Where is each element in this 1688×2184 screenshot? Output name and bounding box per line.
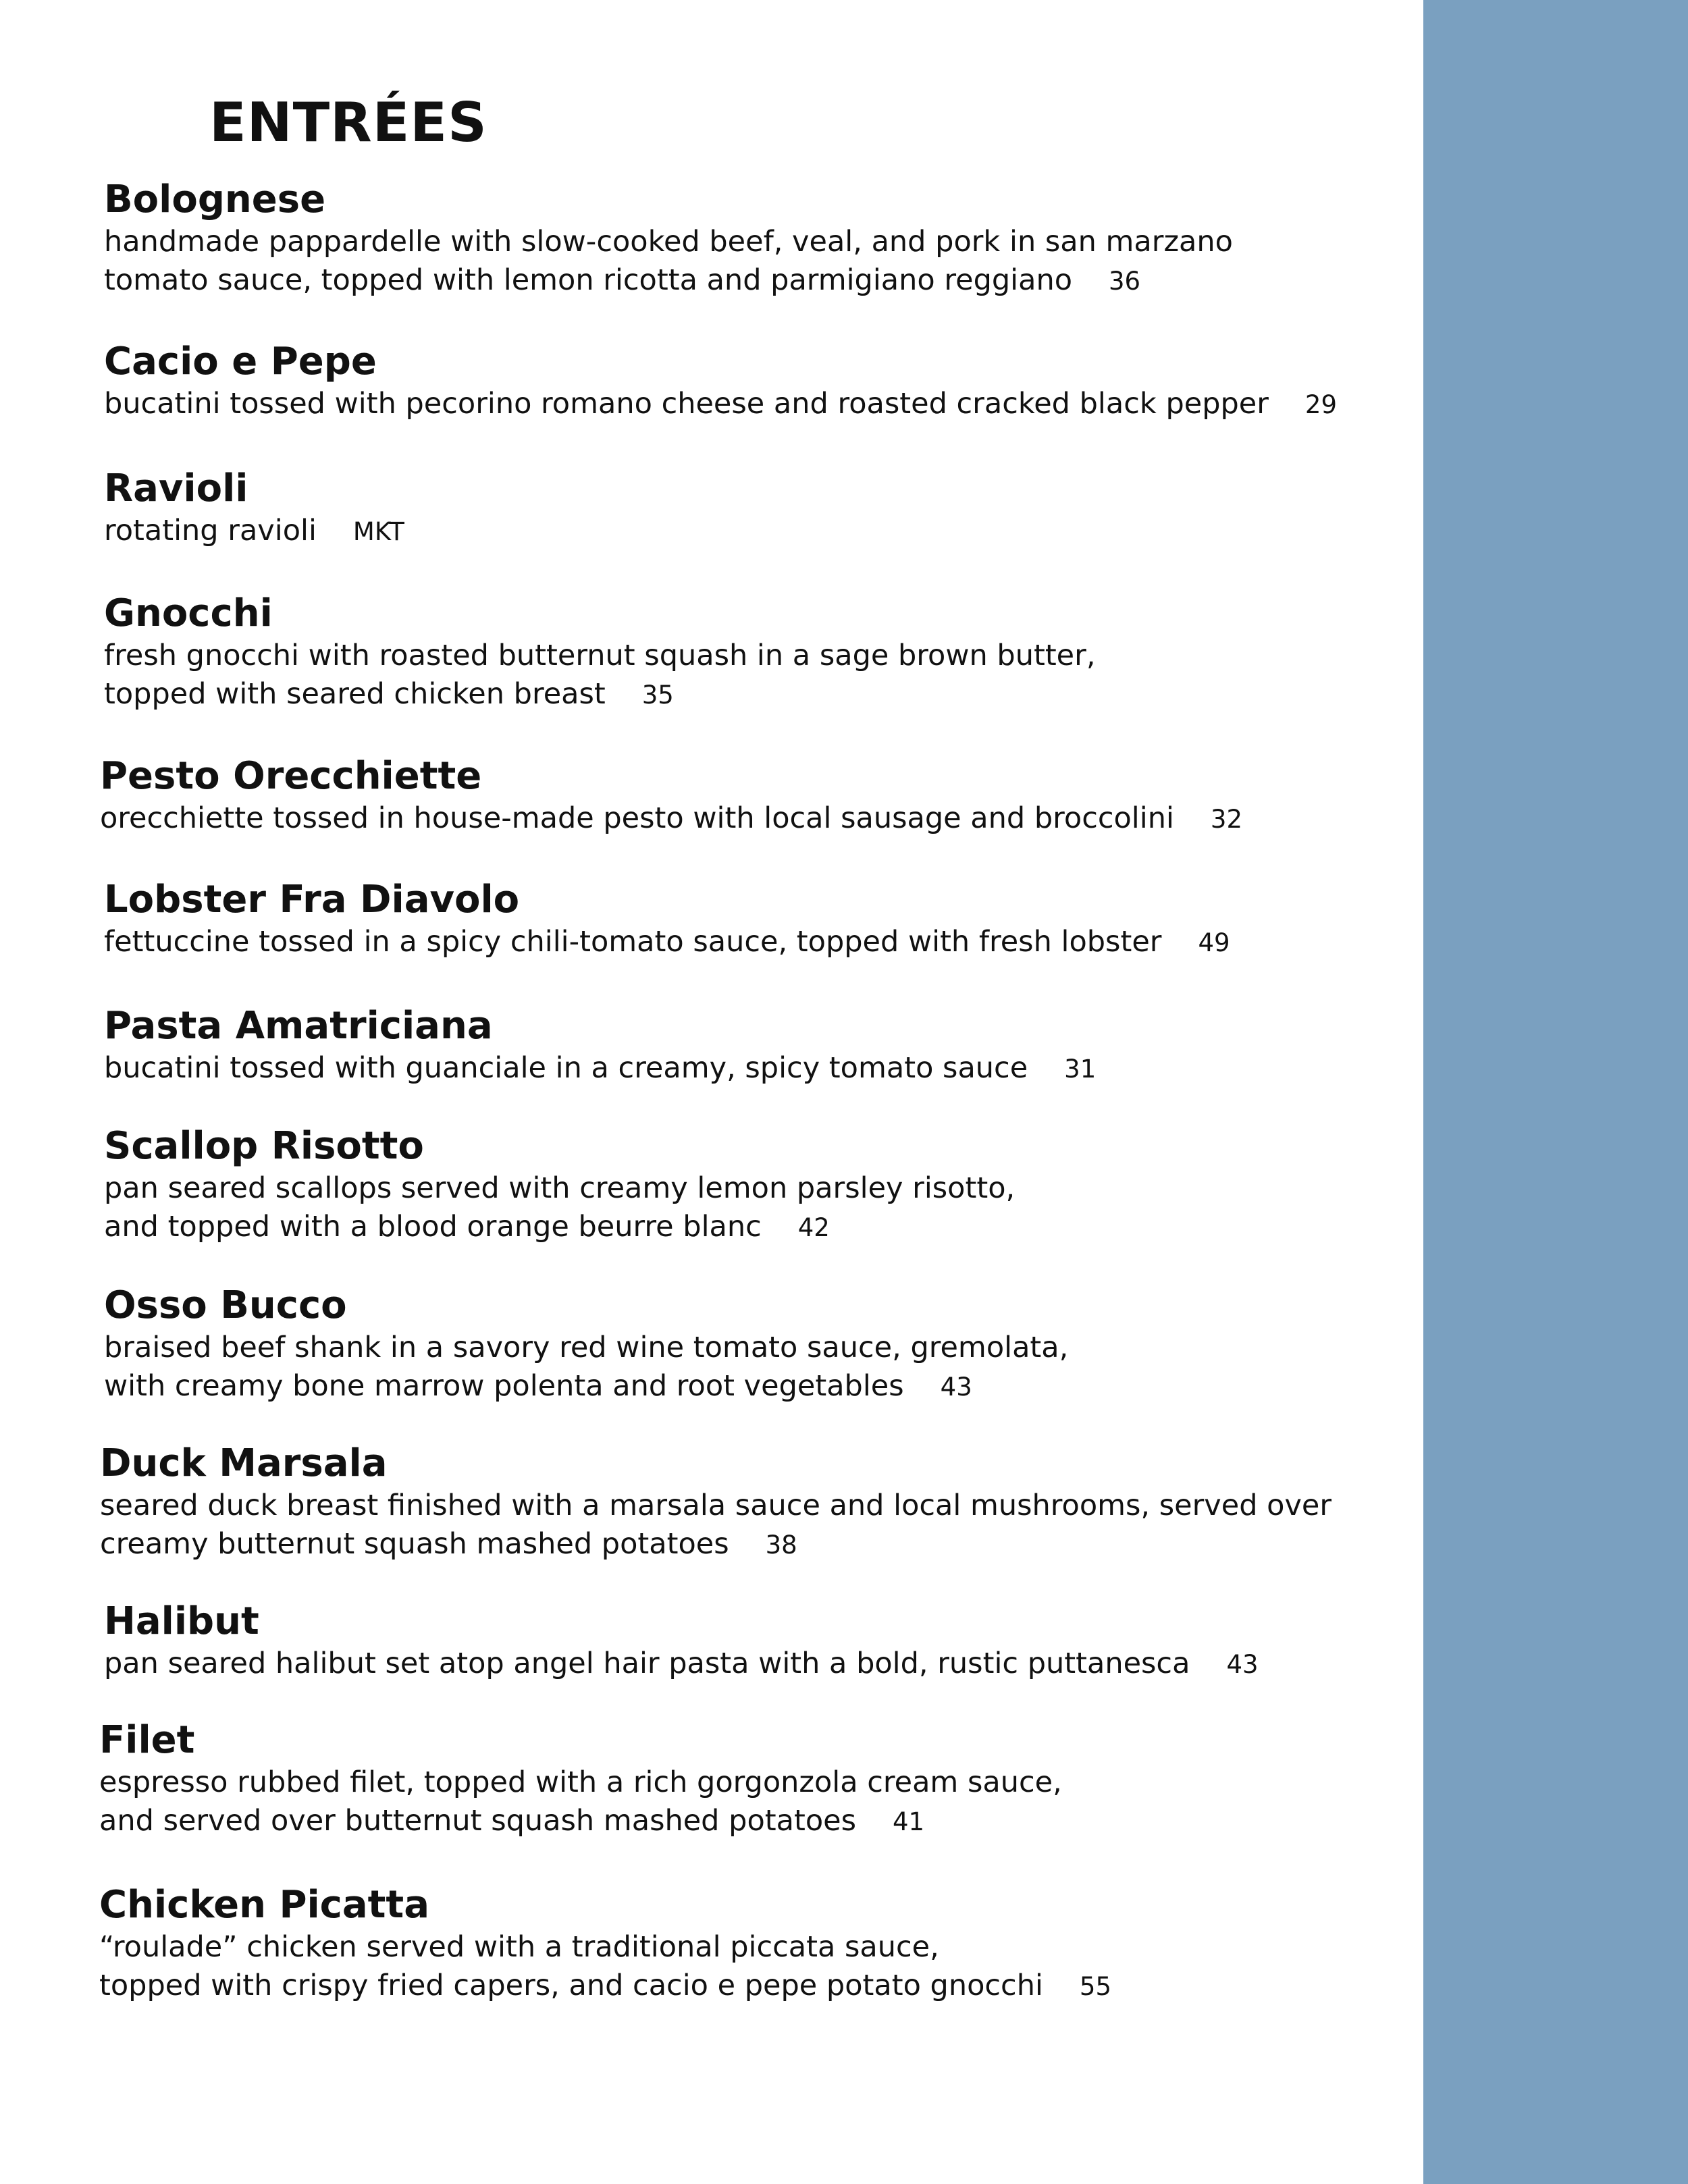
item-name: Ravioli xyxy=(104,467,248,510)
menu-item xyxy=(99,1882,1111,2006)
menu-item xyxy=(104,1123,1015,1247)
item-description-line: and served over butternut squash mashed potatoes xyxy=(99,1804,856,1838)
item-price: 31 xyxy=(1064,1055,1097,1084)
item-description-line: fresh gnocchi with roasted butternut squash in a sage brown butter, xyxy=(104,639,1096,672)
menu-item xyxy=(104,591,1096,714)
item-description xyxy=(99,1763,1062,1841)
item-name: Duck Marsala xyxy=(100,1441,388,1485)
menu-item xyxy=(100,753,1242,838)
menu-item xyxy=(104,877,1230,962)
item-price: 32 xyxy=(1210,805,1242,834)
item-description xyxy=(104,923,1230,962)
item-description-line: handmade pappardelle with slow-cooked beef, veal, and pork in san marzano xyxy=(104,225,1233,259)
item-name: Bolognese xyxy=(104,178,326,221)
menu-item xyxy=(104,466,404,551)
item-description-line: pan seared halibut set atop angel hair pasta with a bold, rustic puttanesca xyxy=(104,1647,1190,1680)
menu-item xyxy=(104,177,1233,300)
menu-item xyxy=(100,1441,1331,1564)
item-description xyxy=(100,1487,1331,1564)
item-name: Pasta Amatriciana xyxy=(104,1004,493,1048)
item-name: Filet xyxy=(99,1718,195,1762)
item-description-line: braised beef shank in a savory red wine tomato sauce, gremolata, xyxy=(104,1331,1069,1364)
item-description-line: fettuccine tossed in a spicy chili-tomato sauce, topped with fresh lobster xyxy=(104,925,1162,959)
item-description xyxy=(104,637,1096,714)
item-description xyxy=(104,1169,1015,1247)
item-name: Scallop Risotto xyxy=(104,1124,424,1168)
item-price: 43 xyxy=(940,1373,972,1402)
item-description-line: with creamy bone marrow polenta and root vegetables xyxy=(104,1369,904,1403)
menu-item xyxy=(104,339,1337,424)
item-price: 36 xyxy=(1109,267,1141,296)
item-name: Lobster Fra Diavolo xyxy=(104,878,520,922)
item-name: Pesto Orecchiette xyxy=(100,754,482,798)
item-price: 38 xyxy=(765,1530,797,1560)
item-description-line: tomato sauce, topped with lemon ricotta and parmigiano reggiano xyxy=(104,263,1073,297)
item-description xyxy=(104,512,404,551)
item-description-line: orecchiette tossed in house-made pesto with local sausage and broccolini xyxy=(100,801,1174,835)
item-description xyxy=(104,1329,1068,1406)
item-description xyxy=(104,385,1337,424)
item-description xyxy=(104,1049,1096,1088)
item-description-line: creamy butternut squash mashed potatoes xyxy=(100,1527,729,1561)
item-description xyxy=(104,223,1233,300)
item-price: 41 xyxy=(892,1807,925,1836)
menu-item xyxy=(99,1717,1062,1841)
item-name: Chicken Picatta xyxy=(99,1883,429,1927)
item-description xyxy=(104,1645,1259,1684)
item-description-line: pan seared scallops served with creamy lemon parsley risotto, xyxy=(104,1171,1016,1205)
item-price: 55 xyxy=(1079,1972,1111,2001)
item-price: 49 xyxy=(1198,928,1230,957)
item-price: MKT xyxy=(352,517,404,546)
item-price: 29 xyxy=(1304,390,1338,419)
item-description-line: topped with crispy fried capers, and cacio e pepe potato gnocchi xyxy=(99,1969,1043,2002)
menu-item xyxy=(104,1283,1068,1406)
side-color-band xyxy=(1423,0,1688,2184)
item-price: 42 xyxy=(797,1213,830,1242)
page-title: ENTRÉES xyxy=(209,91,487,154)
item-name: Cacio e Pepe xyxy=(104,340,377,383)
item-price: 43 xyxy=(1226,1650,1259,1679)
item-description xyxy=(100,799,1242,838)
item-description-line: and topped with a blood orange beurre blanc xyxy=(104,1210,762,1244)
item-description-line: seared duck breast finished with a marsala sauce and local mushrooms, served over xyxy=(100,1489,1332,1522)
item-description-line: “roulade” chicken served with a traditional piccata sauce, xyxy=(99,1930,939,1964)
item-name: Halibut xyxy=(104,1599,259,1643)
item-name: Gnocchi xyxy=(104,591,273,635)
item-name: Osso Bucco xyxy=(104,1283,347,1327)
item-price: 35 xyxy=(641,681,674,710)
item-description xyxy=(99,1928,1111,2006)
item-description-line: espresso rubbed filet, topped with a rich gorgonzola cream sauce, xyxy=(99,1765,1062,1799)
item-description-line: topped with seared chicken breast xyxy=(104,677,606,711)
item-description-line: bucatini tossed with guanciale in a creamy, spicy tomato sauce xyxy=(104,1051,1028,1085)
item-description-line: rotating ravioli xyxy=(104,514,317,548)
menu-item xyxy=(104,1003,1096,1088)
item-description-line: bucatini tossed with pecorino romano cheese and roasted cracked black pepper xyxy=(104,387,1269,421)
menu-item xyxy=(104,1599,1259,1684)
